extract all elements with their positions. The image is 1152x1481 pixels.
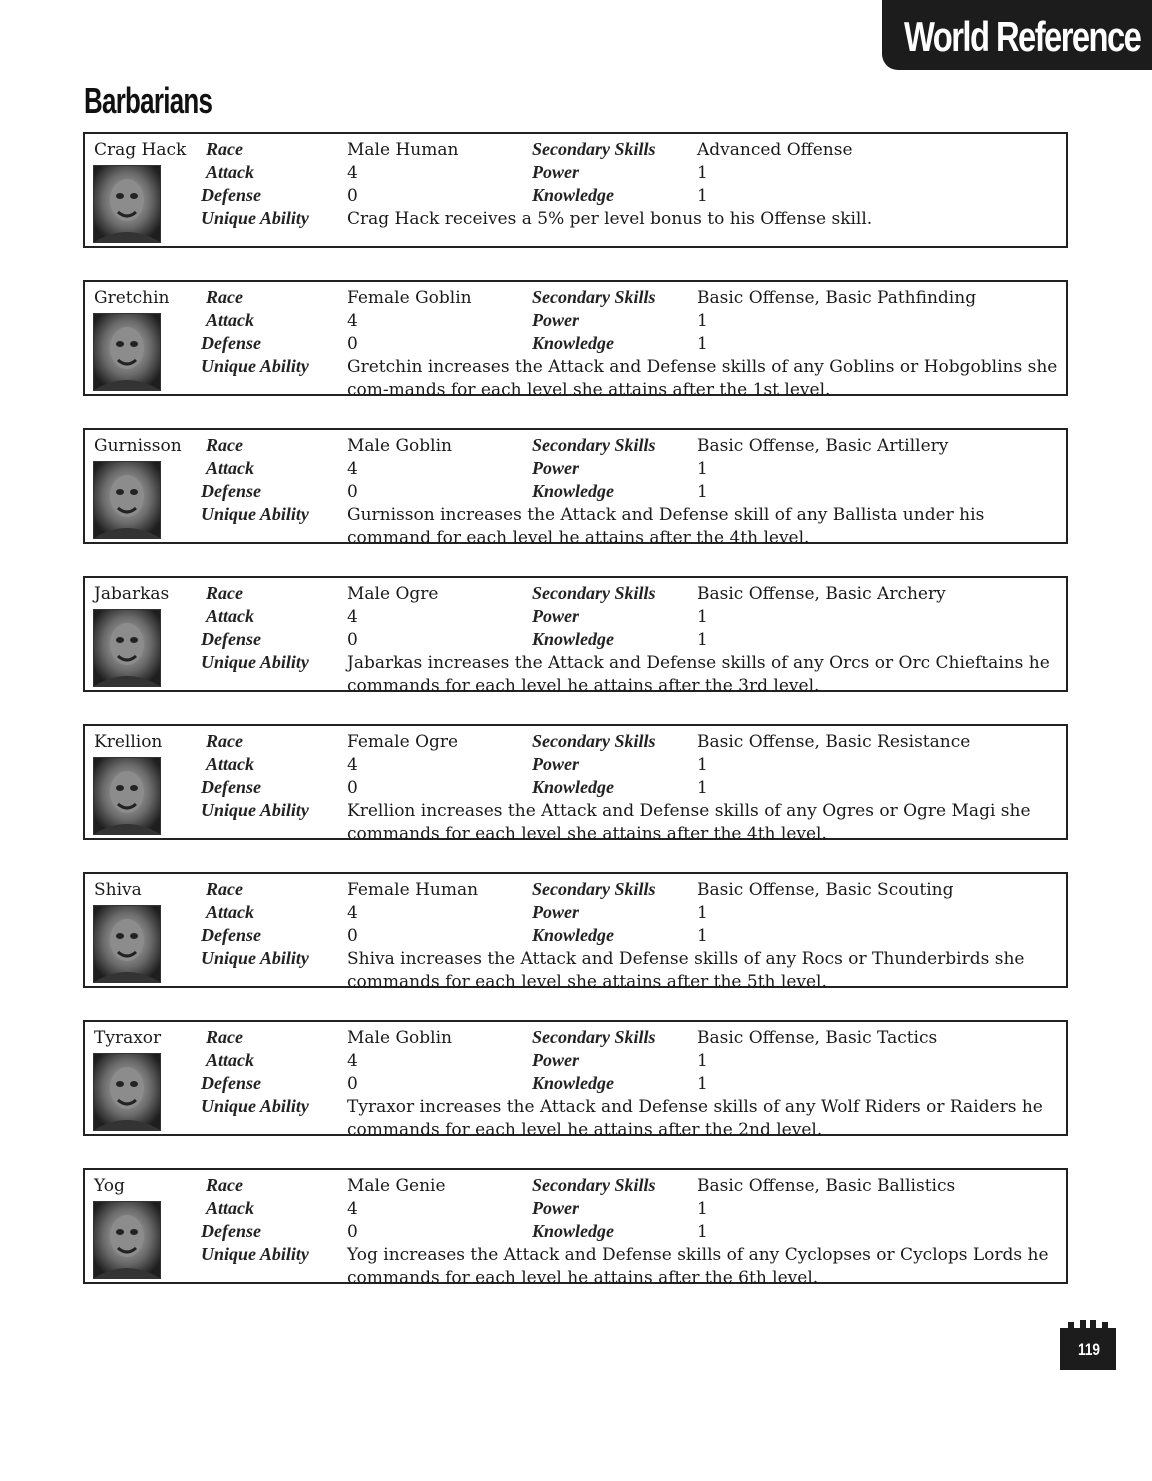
secondary-skills-value: Basic Offense, Basic Resistance <box>697 732 971 752</box>
header-title: World Reference <box>904 13 1141 60</box>
defense-label: Defense <box>201 777 261 797</box>
hero-card <box>83 1168 1068 1288</box>
power-label: Power <box>532 458 579 478</box>
race-value: Male Genie <box>347 1176 446 1196</box>
power-value: 1 <box>697 311 708 331</box>
attack-value: 4 <box>347 607 358 627</box>
secondary-skills-value: Basic Offense, Basic Ballistics <box>697 1176 956 1196</box>
secondary-skills-value: Basic Offense, Basic Scouting <box>697 880 954 900</box>
knowledge-value: 1 <box>697 186 708 206</box>
unique-ability-label: Unique Ability <box>201 356 309 376</box>
attack-value: 4 <box>347 311 358 331</box>
unique-ability-label: Unique Ability <box>201 652 309 672</box>
attack-label: Attack <box>206 606 254 626</box>
hero-portrait <box>93 461 161 539</box>
hero-portrait <box>93 609 161 687</box>
hero-card <box>83 132 1068 248</box>
secondary-skills-value: Basic Offense, Basic Artillery <box>697 436 949 456</box>
hero-portrait <box>93 1053 161 1131</box>
page-number: 119 <box>1078 1340 1100 1359</box>
unique-ability-text: Krellion increases the Attack and Defense skills of any Ogres or Ogre Magi she commands for each level she attains after the 4th level. <box>347 801 1031 844</box>
knowledge-label: Knowledge <box>532 185 615 205</box>
attack-label: Attack <box>206 1050 254 1070</box>
hero-portrait <box>93 313 161 391</box>
section-title: Barbarians <box>84 80 213 121</box>
power-label: Power <box>532 902 579 922</box>
race-label: Race <box>206 139 243 159</box>
hero-portrait <box>93 1201 161 1279</box>
attack-value: 4 <box>347 1051 358 1071</box>
defense-label: Defense <box>201 185 261 205</box>
unique-ability-text: Jabarkas increases the Attack and Defense skills of any Orcs or Orc Chieftains he commands for each level he attains after the 3rd level. <box>347 653 1050 696</box>
hero-card <box>83 428 1068 548</box>
knowledge-label: Knowledge <box>532 777 615 797</box>
secondary-skills-label: Secondary Skills <box>532 583 656 603</box>
race-label: Race <box>206 731 243 751</box>
defense-value: 0 <box>347 1222 358 1242</box>
hero-name: Crag Hack <box>94 140 187 160</box>
knowledge-label: Knowledge <box>532 925 615 945</box>
attack-label: Attack <box>206 902 254 922</box>
attack-value: 4 <box>347 903 358 923</box>
knowledge-value: 1 <box>697 1222 708 1242</box>
defense-label: Defense <box>201 1221 261 1241</box>
hero-portrait <box>93 165 161 243</box>
race-value: Female Ogre <box>347 732 459 752</box>
knowledge-label: Knowledge <box>532 629 615 649</box>
unique-ability-label: Unique Ability <box>201 208 309 228</box>
secondary-skills-value: Advanced Offense <box>697 140 853 160</box>
hero-card <box>83 576 1068 696</box>
race-value: Male Goblin <box>347 1028 452 1048</box>
unique-ability-text: Yog increases the Attack and Defense skills of any Cyclopses or Cyclops Lords he commands for each level he attains after the 6th level. <box>347 1245 1049 1288</box>
attack-label: Attack <box>206 1198 254 1218</box>
race-label: Race <box>206 1175 243 1195</box>
power-label: Power <box>532 310 579 330</box>
hero-card <box>83 1020 1068 1140</box>
race-value: Male Ogre <box>347 584 439 604</box>
header-tab <box>882 0 1152 70</box>
defense-label: Defense <box>201 481 261 501</box>
secondary-skills-value: Basic Offense, Basic Pathfinding <box>697 288 977 308</box>
secondary-skills-label: Secondary Skills <box>532 139 656 159</box>
secondary-skills-label: Secondary Skills <box>532 1027 656 1047</box>
power-value: 1 <box>697 607 708 627</box>
knowledge-value: 1 <box>697 334 708 354</box>
power-label: Power <box>532 754 579 774</box>
unique-ability-text: Crag Hack receives a 5% per level bonus to his Offense skill. <box>347 209 873 229</box>
knowledge-value: 1 <box>697 630 708 650</box>
power-value: 1 <box>697 163 708 183</box>
power-label: Power <box>532 162 579 182</box>
power-label: Power <box>532 1050 579 1070</box>
unique-ability-label: Unique Ability <box>201 504 309 524</box>
race-label: Race <box>206 583 243 603</box>
defense-value: 0 <box>347 778 358 798</box>
attack-label: Attack <box>206 754 254 774</box>
unique-ability-text: Shiva increases the Attack and Defense skills of any Rocs or Thunderbirds she commands for each level she attains after the 5th level. <box>347 949 1025 992</box>
hero-name: Krellion <box>94 732 163 752</box>
power-value: 1 <box>697 459 708 479</box>
attack-value: 4 <box>347 1199 358 1219</box>
race-value: Male Human <box>347 140 459 160</box>
hero-name: Tyraxor <box>94 1028 162 1048</box>
power-value: 1 <box>697 755 708 775</box>
knowledge-value: 1 <box>697 926 708 946</box>
power-value: 1 <box>697 903 708 923</box>
race-label: Race <box>206 287 243 307</box>
hero-portrait <box>93 905 161 983</box>
secondary-skills-label: Secondary Skills <box>532 879 656 899</box>
defense-value: 0 <box>347 482 358 502</box>
hero-name: Yog <box>94 1176 125 1196</box>
secondary-skills-value: Basic Offense, Basic Tactics <box>697 1028 938 1048</box>
hero-name: Gretchin <box>94 288 170 308</box>
secondary-skills-label: Secondary Skills <box>532 731 656 751</box>
defense-label: Defense <box>201 1073 261 1093</box>
defense-value: 0 <box>347 630 358 650</box>
hero-card <box>83 724 1068 844</box>
race-value: Female Goblin <box>347 288 472 308</box>
secondary-skills-label: Secondary Skills <box>532 1175 656 1195</box>
defense-value: 0 <box>347 186 358 206</box>
defense-label: Defense <box>201 333 261 353</box>
defense-value: 0 <box>347 926 358 946</box>
hero-name: Shiva <box>94 880 142 900</box>
hero-card <box>83 280 1068 400</box>
race-value: Female Human <box>347 880 479 900</box>
unique-ability-label: Unique Ability <box>201 1096 309 1116</box>
race-label: Race <box>206 1027 243 1047</box>
power-label: Power <box>532 606 579 626</box>
attack-label: Attack <box>206 458 254 478</box>
hero-name: Gurnisson <box>94 436 182 456</box>
attack-label: Attack <box>206 310 254 330</box>
attack-value: 4 <box>347 163 358 183</box>
defense-value: 0 <box>347 334 358 354</box>
knowledge-label: Knowledge <box>532 333 615 353</box>
power-label: Power <box>532 1198 579 1218</box>
attack-value: 4 <box>347 755 358 775</box>
knowledge-value: 1 <box>697 778 708 798</box>
power-value: 1 <box>697 1051 708 1071</box>
race-value: Male Goblin <box>347 436 452 456</box>
hero-portrait <box>93 757 161 835</box>
hero-name: Jabarkas <box>94 584 170 604</box>
unique-ability-text: Gurnisson increases the Attack and Defense skill of any Ballista under his command for each level he attains after the 4th level. <box>347 505 985 548</box>
race-label: Race <box>206 879 243 899</box>
knowledge-value: 1 <box>697 1074 708 1094</box>
unique-ability-label: Unique Ability <box>201 948 309 968</box>
race-label: Race <box>206 435 243 455</box>
unique-ability-text: Gretchin increases the Attack and Defense skills of any Goblins or Hobgoblins she com-mands for each level she attains after the 1st level. <box>347 357 1058 400</box>
power-value: 1 <box>697 1199 708 1219</box>
defense-value: 0 <box>347 1074 358 1094</box>
secondary-skills-label: Secondary Skills <box>532 435 656 455</box>
unique-ability-text: Tyraxor increases the Attack and Defense skills of any Wolf Riders or Raiders he commands for each level he attains after the 2nd level. <box>347 1097 1043 1140</box>
defense-label: Defense <box>201 925 261 945</box>
knowledge-label: Knowledge <box>532 481 615 501</box>
attack-label: Attack <box>206 162 254 182</box>
hero-card <box>83 872 1068 992</box>
secondary-skills-label: Secondary Skills <box>532 287 656 307</box>
defense-label: Defense <box>201 629 261 649</box>
unique-ability-label: Unique Ability <box>201 1244 309 1264</box>
knowledge-value: 1 <box>697 482 708 502</box>
unique-ability-label: Unique Ability <box>201 800 309 820</box>
knowledge-label: Knowledge <box>532 1073 615 1093</box>
knowledge-label: Knowledge <box>532 1221 615 1241</box>
attack-value: 4 <box>347 459 358 479</box>
secondary-skills-value: Basic Offense, Basic Archery <box>697 584 946 604</box>
